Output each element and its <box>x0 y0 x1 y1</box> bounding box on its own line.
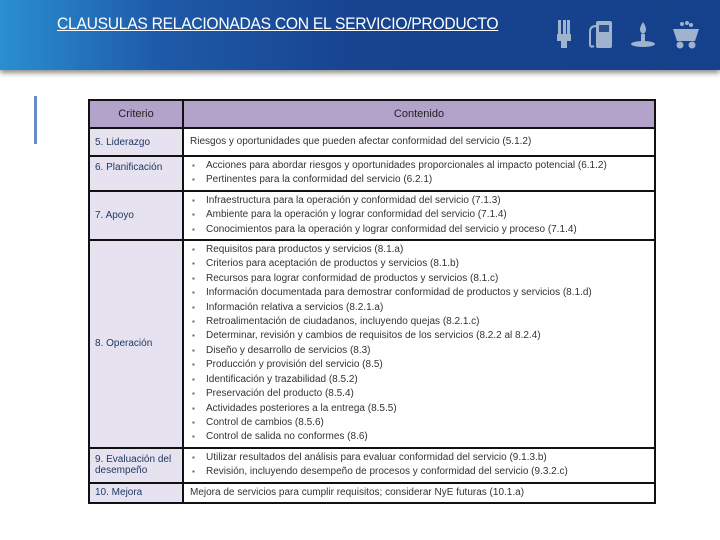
contenido-cell <box>183 448 655 483</box>
contenido-cell: Riesgos y oportunidades que pueden afectar conformidad del servicio (5.1.2) <box>183 128 655 156</box>
fuel-pump-icon <box>587 18 615 50</box>
list-item: ▪ Preservación del producto (8.5.4) <box>190 387 648 401</box>
list-item: ▪ Acciones para abordar riesgos y oportunidades proporcionales al impacto potencial (6.1.2) <box>190 159 648 173</box>
list-item: ▪ Recursos para lograr conformidad de productos y servicios (8.1.c) <box>190 272 648 286</box>
list-item: ▪ Control de cambios (8.5.6) <box>190 416 648 430</box>
table-row <box>89 191 655 240</box>
criterio-cell: 5. Liderazgo <box>89 128 183 156</box>
criterio-cell: 9. Evaluación del desempeño <box>89 448 183 483</box>
list-item: ▪ Actividades posteriores a la entrega (8.5.5) <box>190 402 648 416</box>
header-criterio: Criterio <box>89 100 183 128</box>
list-item: ▪ Retroalimentación de ciudadanos, incluyendo quejas (8.2.1.c) <box>190 315 648 329</box>
list-item: ▪ Criterios para aceptación de productos y servicios (8.1.b) <box>190 257 648 271</box>
table-row <box>89 128 655 156</box>
table-header-row <box>89 100 655 128</box>
list-item: ▪ Ambiente para la operación y lograr conformidad del servicio (7.1.4) <box>190 208 648 222</box>
contenido-cell: Mejora de servicios para cumplir requisitos; considerar NyE futuras (10.1.a) <box>183 483 655 503</box>
criterio-cell: 7. Apoyo <box>89 191 183 240</box>
list-item: ▪ Conocimientos para la operación y lograr conformidad del servicio y proceso (7.1.4) <box>190 223 648 237</box>
gas-flame-icon <box>629 18 657 50</box>
table-row <box>89 156 655 191</box>
coal-cart-icon <box>671 18 701 50</box>
table-row <box>89 483 655 503</box>
list-item: ▪ Información documentada para demostrar conformidad de productos y servicios (8.1.d) <box>190 286 648 300</box>
contenido-cell <box>183 156 655 191</box>
clauses-table <box>88 99 656 504</box>
table-row <box>89 240 655 448</box>
list-item: ▪ Información relativa a servicios (8.2.1.a) <box>190 301 648 315</box>
list-item: ▪ Utilizar resultados del análisis para evaluar conformidad del servicio (9.1.3.b) <box>190 451 648 465</box>
light-bulb-icon <box>555 18 573 50</box>
header-banner <box>0 0 720 70</box>
list-item: ▪ Producción y provisión del servicio (8.5) <box>190 358 648 372</box>
list-item: ▪ Requisitos para productos y servicios (8.1.a) <box>190 243 648 257</box>
header-icons <box>555 18 701 50</box>
page-title: CLAUSULAS RELACIONADAS CON EL SERVICIO/PRODUCTO <box>57 14 499 33</box>
accent-bar <box>34 96 37 144</box>
list-item: ▪ Control de salida no conformes (8.6) <box>190 430 648 444</box>
table-row <box>89 448 655 483</box>
criterio-cell: 10. Mejora <box>89 483 183 503</box>
list-item: ▪ Diseño y desarrollo de servicios (8.3) <box>190 344 648 358</box>
list-item: ▪ Infraestructura para la operación y conformidad del servicio (7.1.3) <box>190 194 648 208</box>
list-item: ▪ Determinar, revisión y cambios de requisitos de los servicios (8.2.2 al 8.2.4) <box>190 329 648 343</box>
criterio-cell: 6. Planificación <box>89 156 183 191</box>
list-item: ▪ Identificación y trazabilidad (8.5.2) <box>190 373 648 387</box>
header-contenido: Contenido <box>183 100 655 128</box>
criterio-cell: 8. Operación <box>89 240 183 448</box>
contenido-cell <box>183 240 655 448</box>
contenido-cell <box>183 191 655 240</box>
list-item: ▪ Revisión, incluyendo desempeño de procesos y conformidad del servicio (9.3.2.c) <box>190 465 648 479</box>
list-item: ▪ Pertinentes para la conformidad del servicio (6.2.1) <box>190 173 648 187</box>
